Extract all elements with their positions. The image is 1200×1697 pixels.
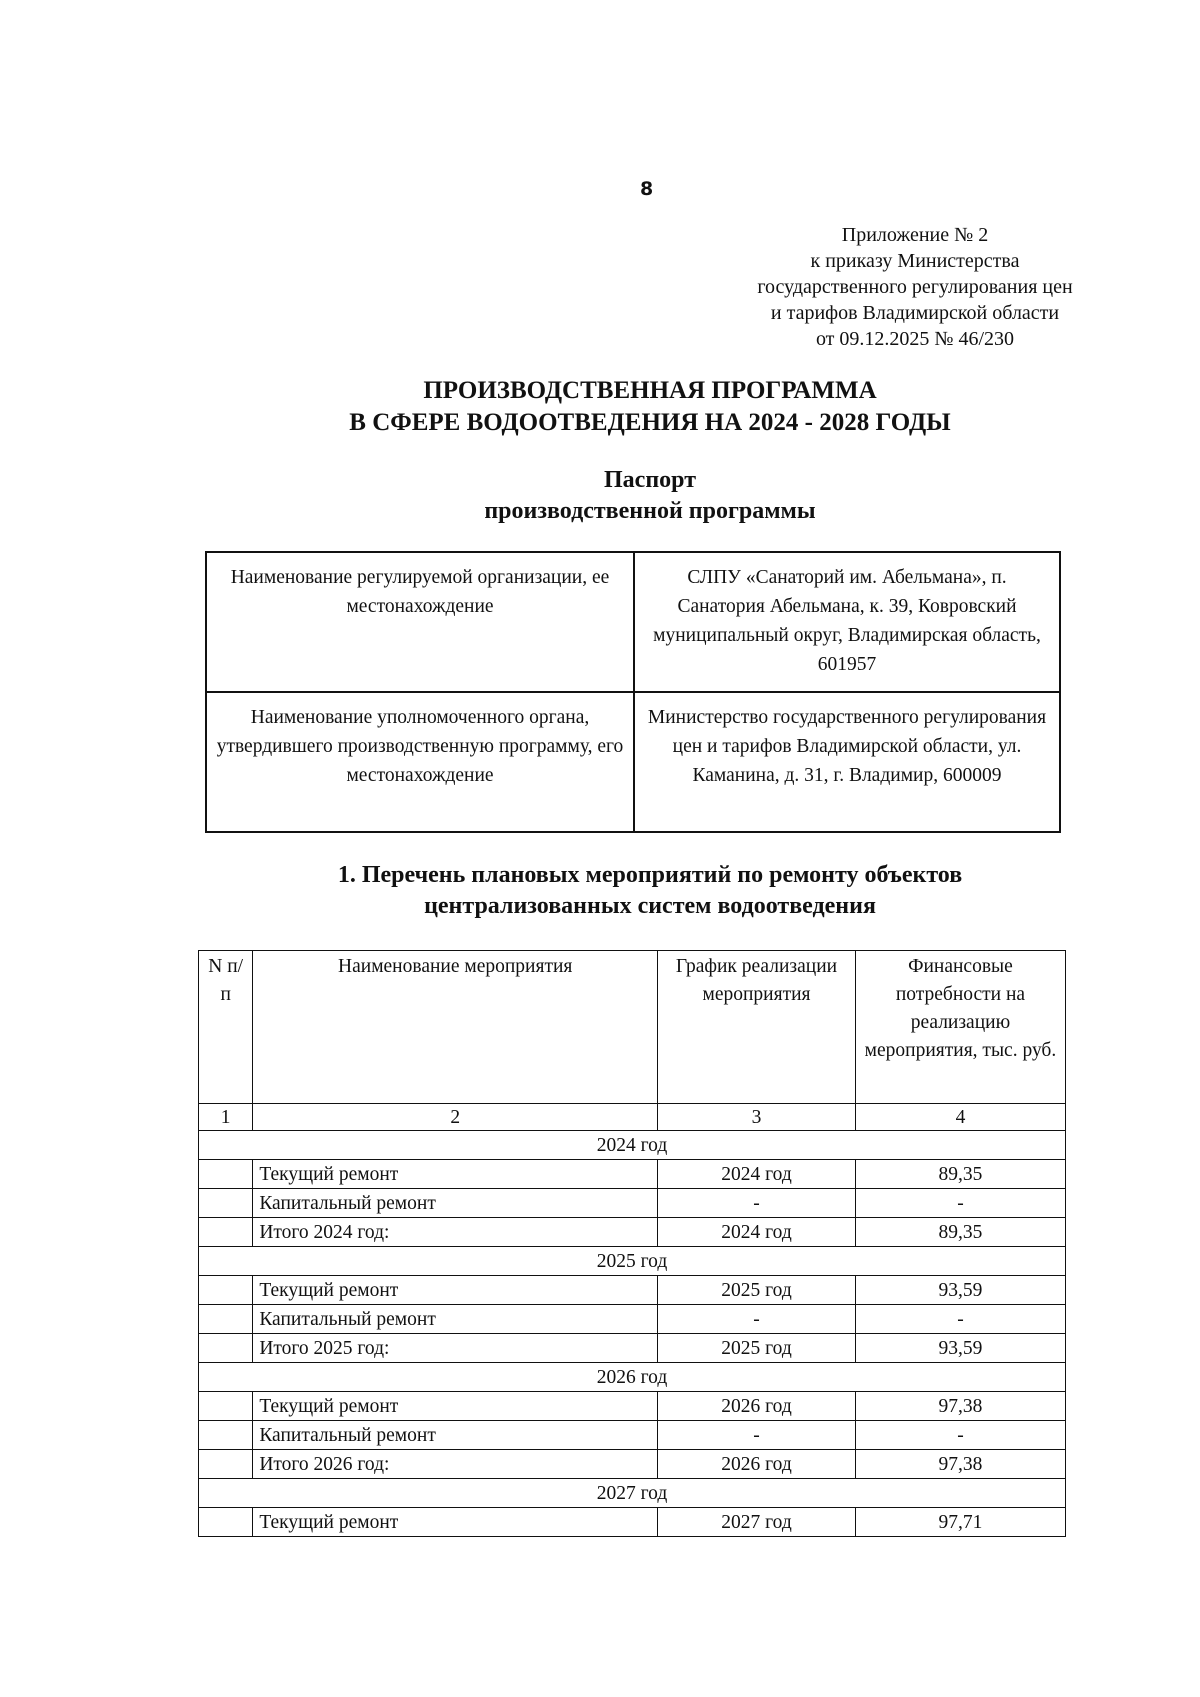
row-schedule: - bbox=[658, 1305, 856, 1334]
appendix-line: от 09.12.2025 № 46/230 bbox=[815, 328, 1015, 350]
row-amount: 93,59 bbox=[855, 1334, 1065, 1363]
table-total-row bbox=[199, 1334, 1066, 1363]
passport-title-line: производственной программы bbox=[484, 498, 816, 524]
row-name: Текущий ремонт bbox=[253, 1392, 658, 1421]
row-amount: 97,38 bbox=[855, 1392, 1065, 1421]
row-name: Итого 2025 год: bbox=[253, 1334, 658, 1363]
row-name: Текущий ремонт bbox=[253, 1276, 658, 1305]
row-amount: - bbox=[855, 1421, 1065, 1450]
column-number: 2 bbox=[253, 1104, 658, 1131]
year-row bbox=[199, 1363, 1066, 1392]
year-label: 2024 год bbox=[199, 1131, 1066, 1160]
passport-value: Министерство государственного регулирования цен и тарифов Владимирской области, ул. Каманина, д. 31, г. Владимир, 600009 bbox=[634, 692, 1060, 832]
row-number bbox=[199, 1508, 253, 1537]
year-label: 2025 год bbox=[199, 1247, 1066, 1276]
row-number bbox=[199, 1160, 253, 1189]
row-schedule: 2024 год bbox=[658, 1218, 856, 1247]
row-name: Итого 2026 год: bbox=[253, 1450, 658, 1479]
section-title-line: 1. Перечень плановых мероприятий по ремонту объектов bbox=[337, 862, 963, 888]
row-schedule: 2027 год bbox=[658, 1508, 856, 1537]
table-row bbox=[199, 1305, 1066, 1334]
year-row bbox=[199, 1247, 1066, 1276]
year-row bbox=[199, 1479, 1066, 1508]
row-name: Капитальный ремонт bbox=[253, 1189, 658, 1218]
measures-table bbox=[198, 950, 1066, 1537]
row-amount: 93,59 bbox=[855, 1276, 1065, 1305]
row-amount: 97,38 bbox=[855, 1450, 1065, 1479]
header-amount: Финансовые потребности на реализацию мероприятия, тыс. руб. bbox=[855, 951, 1065, 1104]
section-title bbox=[300, 860, 1000, 922]
appendix-line: государственного регулирования цен bbox=[757, 276, 1073, 298]
row-name: Капитальный ремонт bbox=[253, 1305, 658, 1334]
column-number: 4 bbox=[855, 1104, 1065, 1131]
passport-value: СЛПУ «Санаторий им. Абельмана», п. Санатория Абельмана, к. 39, Ковровский муниципальный округ, Владимирская область, 601957 bbox=[634, 552, 1060, 692]
row-number bbox=[199, 1450, 253, 1479]
column-number-row bbox=[199, 1104, 1066, 1131]
row-amount: - bbox=[855, 1305, 1065, 1334]
passport-label: Наименование регулируемой организации, ее местонахождение bbox=[206, 552, 634, 692]
passport-title-line: Паспорт bbox=[604, 467, 696, 493]
page-number: 8 bbox=[640, 178, 654, 200]
row-amount: 89,35 bbox=[855, 1160, 1065, 1189]
row-amount: 89,35 bbox=[855, 1218, 1065, 1247]
appendix-block bbox=[700, 222, 1130, 352]
row-number bbox=[199, 1421, 253, 1450]
passport-label: Наименование уполномоченного органа, утвердившего производственную программу, его местонахождение bbox=[206, 692, 634, 832]
table-row bbox=[199, 1276, 1066, 1305]
row-schedule: 2026 год bbox=[658, 1392, 856, 1421]
passport-title bbox=[390, 465, 910, 527]
header-name: Наименование мероприятия bbox=[253, 951, 658, 1104]
row-name: Текущий ремонт bbox=[253, 1160, 658, 1189]
row-schedule: 2025 год bbox=[658, 1334, 856, 1363]
row-name: Текущий ремонт bbox=[253, 1508, 658, 1537]
passport-row-authority bbox=[206, 692, 1060, 832]
row-name: Итого 2024 год: bbox=[253, 1218, 658, 1247]
year-row bbox=[199, 1131, 1066, 1160]
year-label: 2027 год bbox=[199, 1479, 1066, 1508]
row-number bbox=[199, 1276, 253, 1305]
row-amount: - bbox=[855, 1189, 1065, 1218]
passport-row-organization bbox=[206, 552, 1060, 692]
document-title-line: В СФЕРЕ ВОДООТВЕДЕНИЯ НА 2024 - 2028 ГОДЫ bbox=[349, 409, 951, 436]
column-number: 3 bbox=[658, 1104, 856, 1131]
table-row bbox=[199, 1189, 1066, 1218]
row-schedule: - bbox=[658, 1421, 856, 1450]
row-schedule: 2025 год bbox=[658, 1276, 856, 1305]
row-number bbox=[199, 1305, 253, 1334]
appendix-line: и тарифов Владимирской области bbox=[770, 302, 1060, 324]
row-number bbox=[199, 1334, 253, 1363]
row-name: Капитальный ремонт bbox=[253, 1421, 658, 1450]
row-number bbox=[199, 1218, 253, 1247]
header-schedule: График реализации мероприятия bbox=[658, 951, 856, 1104]
row-schedule: - bbox=[658, 1189, 856, 1218]
table-row bbox=[199, 1508, 1066, 1537]
table-header-row bbox=[199, 951, 1066, 1104]
row-amount: 97,71 bbox=[855, 1508, 1065, 1537]
table-row bbox=[199, 1421, 1066, 1450]
row-number bbox=[199, 1189, 253, 1218]
table-row bbox=[199, 1160, 1066, 1189]
row-number bbox=[199, 1392, 253, 1421]
header-number: N п/п bbox=[199, 951, 253, 1104]
appendix-line: Приложение № 2 bbox=[841, 224, 989, 246]
passport-table bbox=[205, 551, 1061, 833]
row-schedule: 2024 год bbox=[658, 1160, 856, 1189]
document-title-line: ПРОИЗВОДСТВЕННАЯ ПРОГРАММА bbox=[423, 377, 877, 404]
table-total-row bbox=[199, 1218, 1066, 1247]
appendix-line: к приказу Министерства bbox=[810, 250, 1020, 272]
table-row bbox=[199, 1392, 1066, 1421]
section-title-line: централизованных систем водоотведения bbox=[424, 893, 876, 919]
table-total-row bbox=[199, 1450, 1066, 1479]
year-label: 2026 год bbox=[199, 1363, 1066, 1392]
document-title bbox=[260, 375, 1040, 439]
column-number: 1 bbox=[199, 1104, 253, 1131]
row-schedule: 2026 год bbox=[658, 1450, 856, 1479]
